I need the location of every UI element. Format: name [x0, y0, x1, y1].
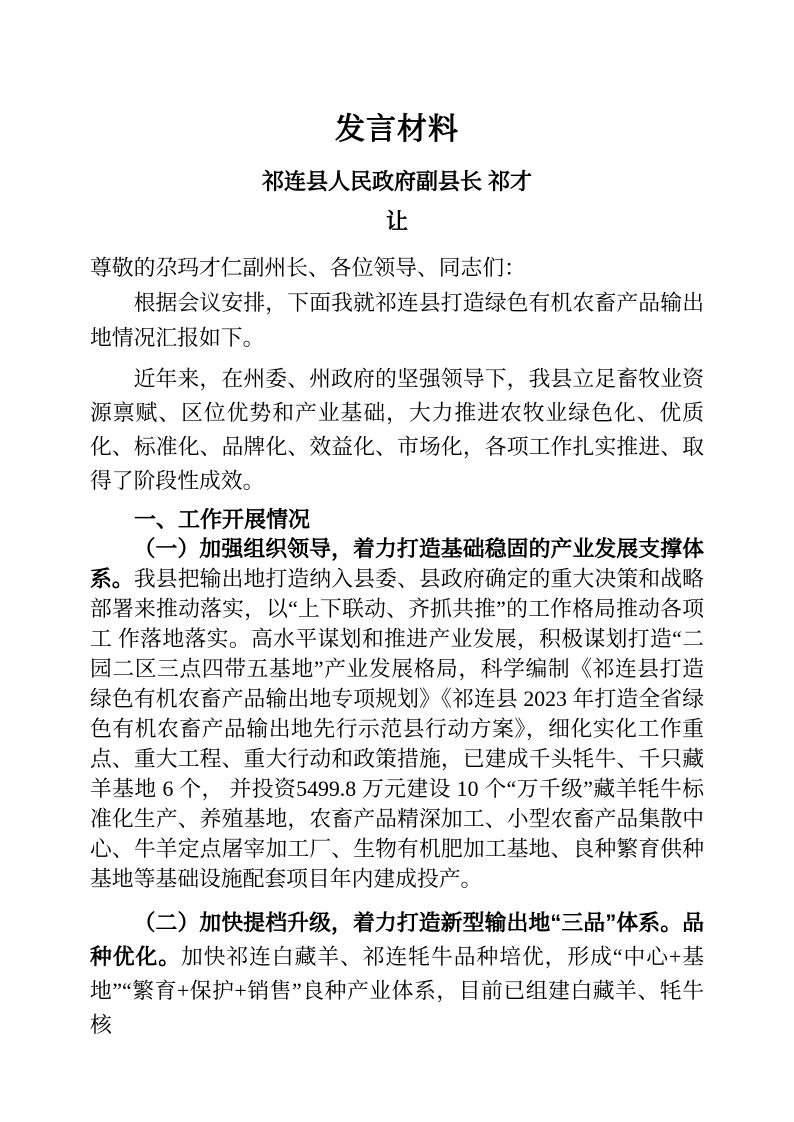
item1-body-text: 我县把输出地打造纳入县委、县政府确定的重大决策和战略部署来推动落实，以“上下联动、齐抓共推”的工作格局推动各项工 作落地落实。高水平谋划和推进产业发展，积极谋划打造“二园二区三点四带五基地”产业发展格局，科学编制《祁连县打造绿色有机农畜产品输出地专项规划》《祁连县 2023 年打造全省绿色有机农畜产品输出地先行示范县行动方案》，细化实化工作重点、重大工程、重大行动和政策措施，已建成千头牦牛、千只藏羊基地 6 个， 并投资5499.8 万元建设 10 个“万千级”藏羊牦牛标准化生产、养殖基地，农畜产品精深加工、小型农畜产品集散中心、牛羊定点屠宰加工厂、生物有机肥加工基地、良种繁育供种基地等基础设施配套项目年内建成投产。	[90, 567, 704, 891]
item2-body-text: 加快祁连白藏羊、祁连牦牛品种培优，形成“中心+基地”“繁育+保护+销售”良种产业体系，目前已组建白藏羊、牦牛核	[90, 945, 704, 1037]
document-title: 发言材料	[335, 113, 459, 146]
byline	[90, 162, 704, 242]
intro-paragraph: 根据会议安排，下面我就祁连县打造绿色有机农畜产品输出 地情况汇报如下。	[90, 291, 704, 350]
section1-item1-paragraph	[90, 534, 704, 894]
salutation-paragraph: 尊敬的尕玛才仁副州长、各位领导、同志们：	[90, 256, 526, 280]
byline-line-1: 祁连县人民政府副县长 祁才	[261, 169, 533, 194]
byline-line-2: 让	[385, 209, 408, 234]
item2-bold-lead: （二）加快提档升级，着力打造新型输出地“三品”体系。品种优化。	[90, 910, 704, 969]
section1-item2-paragraph	[90, 906, 704, 1042]
item1-bold-lead: （一）加强组织领导，着力打造基础稳固的产业发展支撑体系。	[90, 536, 704, 591]
overview-paragraph: 近年来，在州委、州政府的坚强领导下，我县立足畜牧业资源禀赋、区位优势和产业基础，大力推进农牧业绿色化、优质化、标准化、品牌化、效益化、市场化，各项工作扎实推进、取得了阶段性成效。	[90, 367, 704, 493]
section1-heading: 一、工作开展情况	[134, 507, 311, 532]
